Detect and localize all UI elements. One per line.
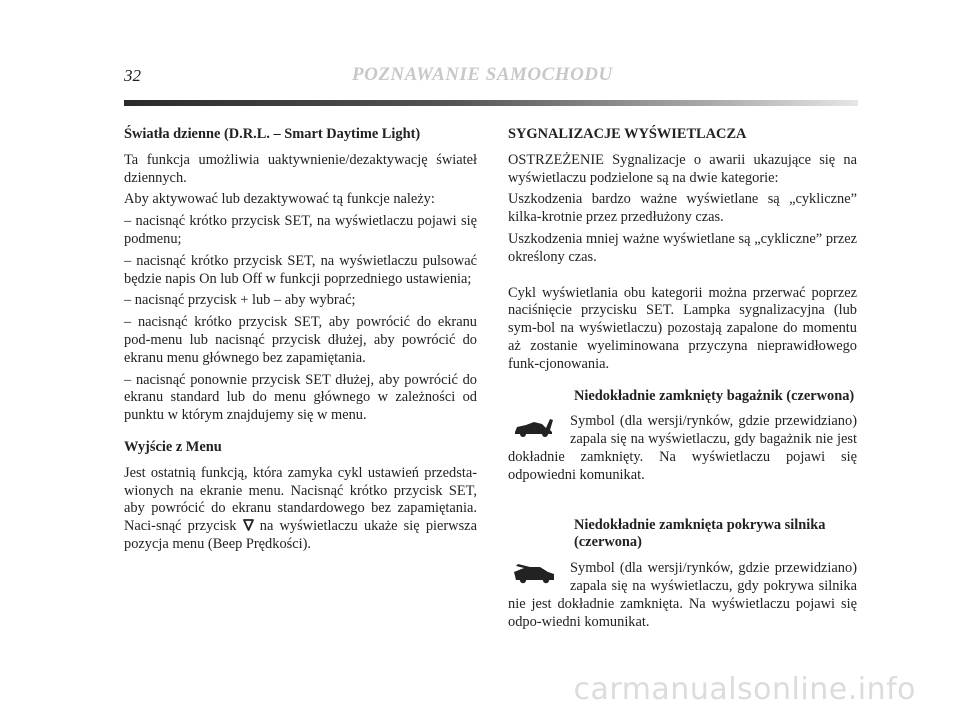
drl-step-2: – nacisnąć krótko przycisk SET, na wyświetlaczu pulsować będzie napis On lub Off w funkcji poprzedniego ustawienia; [124,252,477,287]
warnings-paragraph-1: OSTRZEŻENIE Sygnalizacje o awarii ukazujące się na wyświetlaczu podzielone są na dwie kategorie: [508,151,857,186]
drl-step-1: – nacisnąć krótko przycisk SET, na wyświetlaczu pojawi się podmenu; [124,213,477,247]
drl-step-3: – nacisnąć przycisk + lub – aby wybrać; [124,292,356,309]
trunk-warning-block [508,388,857,485]
warnings-paragraph-2: Uszkodzenia bardzo ważne wyświetlane są „cykliczne” kilka-krotnie przez przedłużony czas. [508,191,857,226]
running-title: POZNAWANIE SAMOCHODU [352,64,613,85]
exit-heading: Wyjście z Menu [124,438,222,455]
drl-paragraph-2: Aby aktywować lub dezaktywować tą funkcje należy: [124,191,435,208]
page-number: 32 [124,66,141,85]
exit-text-before: Jest ostatnią funkcją, która zamyka cykl ustawień przedsta-wionych na ekranie menu. Nacisnąć krótko przycisk SET, aby powrócić do ekranu standardowego bez zapamiętania. Naci-snąć przycisk [124,464,477,535]
warnings-paragraph-4: Cykl wyświetlania obu kategorii można przerwać poprzez naciśnięcie przycisku SET. Lampka sygnalizacyjna (lub sym-bol na wyświetlaczu) pozostają zapalone do momentu aż zostanie wyeliminowana przyczyna nieprawidłowego funk-cjonowania. [508,284,857,372]
exit-paragraph [124,465,477,554]
trunk-open-icon [512,415,556,439]
warnings-paragraph-3: Uszkodzenia mniej ważne wyświetlane są „cykliczne” przez określony czas. [508,230,857,265]
left-column [124,126,477,558]
drl-step-4: – nacisnąć krótko przycisk SET, aby powrócić do ekranu pod-menu lub nacisnąć przycisk dłużej, aby powrócić do ekranu menu głównego bez zapamiętania. [124,314,477,366]
trunk-warning-heading: Niedokładnie zamknięty bagażnik (czerwona) [574,387,855,404]
bonnet-warning-text: Symbol (dla wersji/rynków, gdzie przewidziano) zapala się na wyświetlaczu, gdy pokrywa silnika nie jest dokładnie zamknięta. Na wyświetlaczu pojawi się odpo-wiedni komunikat. [508,560,857,630]
exit-text-after: na wyświetlaczu ukaże się pierwsza pozycja menu (Beep Prędkości). [124,518,477,552]
drl-paragraph-1: Ta funkcja umożliwia uaktywnienie/dezaktywację świateł dziennych. [124,151,477,186]
header-rule [124,100,858,106]
bonnet-open-icon [512,562,556,586]
right-column [508,126,857,631]
drl-step-5: – nacisnąć ponownie przycisk SET dłużej, aby powrócić do ekranu standard lub do menu głównego w zależności od punktu w którym znajdujemy się w menu. [124,371,477,424]
trunk-warning-text: Symbol (dla wersji/rynków, gdzie przewidziano) zapala się na wyświetlaczu, gdy bagażnik nie jest dokładnie zamknięty. Na wyświetlaczu pojawi się odpowiedni komunikat. [508,413,857,483]
display-warnings-heading: SYGNALIZACJE WYŚWIETLACZA [508,126,747,142]
down-triangle-icon [243,519,254,531]
bonnet-warning-block [508,517,857,632]
bonnet-warning-heading: Niedokładnie zamknięta pokrywa silnika (czerwona) [574,516,826,551]
watermark: carmanualsonline.info [573,672,916,707]
drl-heading: Światła dzienne (D.R.L. – Smart Daytime Light) [124,126,421,142]
